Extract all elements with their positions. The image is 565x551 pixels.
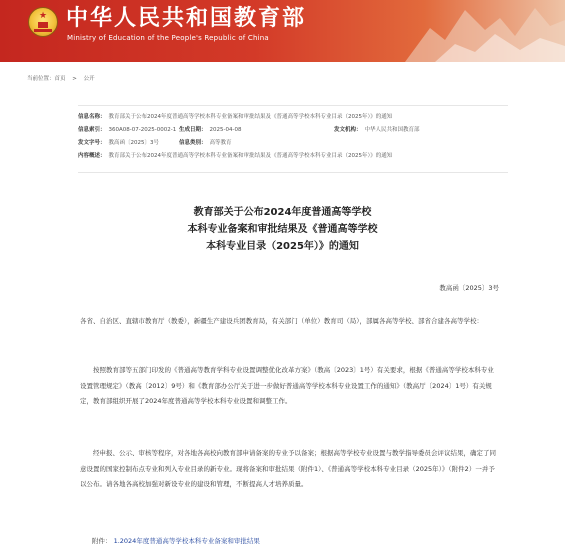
site-header bbox=[0, 0, 565, 62]
page-title bbox=[0, 204, 565, 255]
info-org-label: 发文机构： bbox=[334, 127, 362, 133]
info-docno-value: 教高函〔2025〕3号 bbox=[108, 140, 160, 146]
divider bbox=[78, 105, 508, 106]
doc-info-table bbox=[78, 112, 508, 167]
breadcrumb-public[interactable]: 公开 bbox=[83, 76, 95, 82]
body-paragraph-1: 按照教育部等五部门印发的《普通高等教育学科专业设置调整优化改革方案》（教高〔2023〕1号）有关要求，根据《普通高等学校本科专业设置管理规定》（教高〔2012〕9号）和《教育部办公厅关于进一步做好普通高等学校本科专业设置工作的通知》（教高厅〔2024〕1号）有关规定，教育部组织开展了2024年度普通高等学校本科专业设置和调整工作。 bbox=[80, 366, 494, 405]
breadcrumb bbox=[27, 74, 100, 82]
info-name-label: 信息名称： bbox=[78, 114, 106, 120]
info-date-value: 2025-04-08 bbox=[209, 127, 242, 133]
info-org-value: 中华人民共和国教育部 bbox=[364, 127, 420, 133]
title-line-1: 教育部关于公布2024年度普通高等学校 bbox=[193, 207, 372, 218]
title-line-3: 本科专业目录（2025年）》的通知 bbox=[206, 241, 359, 252]
document-number: 教高函〔2025〕3号 bbox=[439, 284, 499, 292]
breadcrumb-sep: > bbox=[72, 76, 77, 82]
info-docno-label: 发文字号： bbox=[78, 140, 106, 146]
info-summary-value: 教育部关于公布2024年度普通高等学校本科专业备案和审批结果及《普通高等学校本科专业目录（2025年）》的通知 bbox=[108, 153, 393, 159]
site-title[interactable]: 中华人民共和国教育部 bbox=[66, 6, 307, 31]
national-emblem-icon: ★ bbox=[28, 7, 58, 37]
body-paragraph-2: 经申报、公示、审核等程序，对各地各高校向教育部申请备案的专业予以备案；根据高等学校专业设置与教学指导委员会评议结果，确定了同意设置的国家控制布点专业和列入专业目录的新专业。现将备案和审批结果（附件1）、《普通高等学校本科专业目录（2025年）》（附件2）一并予以公布。请各地各高校加强对新设专业的建设和管理，不断提高人才培养质量。 bbox=[80, 449, 496, 488]
info-index-value: 360A08-07-2025-0002-1 bbox=[108, 127, 177, 133]
info-category-label: 信息类别： bbox=[179, 140, 207, 146]
header-decoration bbox=[335, 0, 565, 62]
breadcrumb-home[interactable]: 当前位置：首页 bbox=[27, 76, 66, 82]
info-category-value: 高等教育 bbox=[209, 140, 232, 146]
site-title-en: Ministry of Education of the People's Republic of China bbox=[67, 34, 269, 42]
info-summary-label: 内容概述： bbox=[78, 153, 106, 159]
title-line-2: 本科专业备案和审批结果及《普通高等学校 bbox=[187, 224, 378, 235]
attachment-link-1[interactable]: 1.2024年度普通高等学校本科专业备案和审批结果 bbox=[113, 537, 260, 545]
attachment-label: 附件： bbox=[92, 537, 112, 545]
info-date-label: 生成日期： bbox=[179, 127, 207, 133]
addressee-paragraph: 各省、自治区、直辖市教育厅（教委），新疆生产建设兵团教育局，有关部门（单位）教育司（局），部属各高等学校、部省合建各高等学校： bbox=[80, 317, 483, 325]
divider bbox=[78, 172, 508, 173]
info-index-label: 信息索引： bbox=[78, 127, 106, 133]
attachment-line bbox=[92, 536, 260, 545]
info-name-value: 教育部关于公布2024年度普通高等学校本科专业备案和审批结果及《普通高等学校本科专业目录（2025年）》的通知 bbox=[108, 114, 393, 120]
